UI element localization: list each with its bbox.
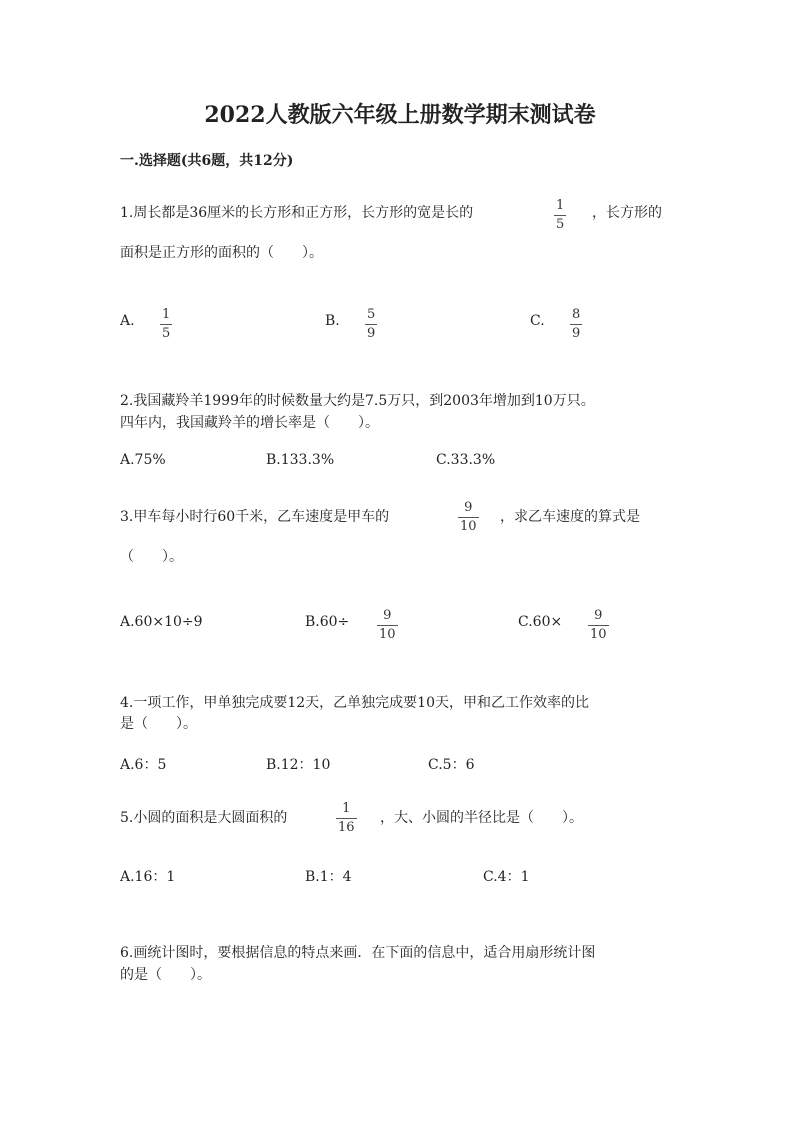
q3-text-b: ，求乙车速度的算式是	[500, 509, 640, 525]
q5-option-b: B.1：4	[305, 869, 352, 885]
q6-line1: 6.画统计图时，要根据信息的特点来画．在下面的信息中，适合用扇形统计图	[120, 945, 596, 961]
q3-option-b-num: 9	[383, 608, 392, 623]
q4-line2: 是（ ）。	[120, 716, 197, 732]
q1-fraction-numerator: 1	[556, 198, 565, 213]
q3-option-a: A.60×10÷9	[120, 614, 203, 630]
q3-fraction-denominator: 10	[460, 519, 477, 534]
q1-option-a-num: 1	[162, 307, 171, 322]
q3-option-b-den: 10	[379, 627, 396, 642]
q1-option-c-label: C.	[530, 313, 545, 329]
q5-fraction	[336, 801, 357, 835]
q1-option-a-fraction	[160, 307, 172, 341]
q3-line2: （ ）。	[120, 549, 183, 565]
q1-fraction	[554, 198, 566, 232]
q2-option-c: C.33.3%	[436, 452, 496, 468]
q4-option-c: C.5：6	[428, 757, 475, 773]
q6-line2: 的是（ ）。	[120, 967, 211, 983]
q3-option-c-label: C.60×	[518, 614, 563, 630]
q2-line2: 四年内，我国藏羚羊的增长率是（ ）。	[120, 415, 379, 431]
q1-line2: 面积是正方形的面积的（ ）。	[120, 245, 323, 261]
q1-text-b: ，长方形的	[592, 205, 662, 221]
q1-option-a-label: A.	[120, 313, 135, 329]
q3-fraction-numerator: 9	[464, 500, 473, 515]
q5-fraction-numerator: 1	[342, 801, 351, 816]
q3-option-b-fraction	[377, 608, 398, 642]
q3-option-c-den: 10	[590, 627, 607, 642]
q1-text-a: 1.周长都是36厘米的长方形和正方形，长方形的宽是长的	[120, 205, 474, 221]
q5-text-a: 5.小圆的面积是大圆面积的	[120, 810, 288, 826]
q1-fraction-denominator: 5	[556, 217, 565, 232]
q3-fraction	[458, 500, 479, 534]
q1-option-c-num: 8	[572, 307, 581, 322]
q1-option-b-label: B.	[325, 313, 340, 329]
q3-option-b-label: B.60÷	[305, 614, 350, 630]
q4-option-a: A.6：5	[120, 757, 167, 773]
q5-option-a: A.16：1	[120, 869, 176, 885]
q2-option-b: B.133.3%	[266, 452, 335, 468]
q3-option-c-num: 9	[594, 608, 603, 623]
q4-option-b: B.12：10	[266, 757, 331, 773]
q1-option-a-den: 5	[162, 326, 171, 341]
q5-text-b: ，大、小圆的半径比是（ ）。	[380, 810, 583, 826]
q5-fraction-denominator: 16	[338, 820, 355, 835]
q4-line1: 4.一项工作，甲单独完成要12天，乙单独完成要10天，甲和乙工作效率的比	[120, 695, 589, 711]
q2-option-a: A.75%	[120, 452, 166, 468]
q3-text-a: 3.甲车每小时行60千米，乙车速度是甲车的	[120, 509, 390, 525]
q5-option-c: C.4：1	[483, 869, 530, 885]
q1-option-b-fraction	[365, 307, 377, 341]
section-heading: 一.选择题(共6题，共12分)	[120, 153, 294, 169]
q3-option-c-fraction	[588, 608, 609, 642]
q1-option-b-num: 5	[367, 307, 376, 322]
q2-line1: 2.我国藏羚羊1999年的时候数量大约是7.5万只，到2003年增加到10万只。	[120, 393, 595, 409]
page-title: 2022人教版六年级上册数学期末测试卷	[204, 102, 596, 128]
q1-option-c-den: 9	[572, 326, 581, 341]
q1-option-b-den: 9	[367, 326, 376, 341]
q1-option-c-fraction	[570, 307, 582, 341]
